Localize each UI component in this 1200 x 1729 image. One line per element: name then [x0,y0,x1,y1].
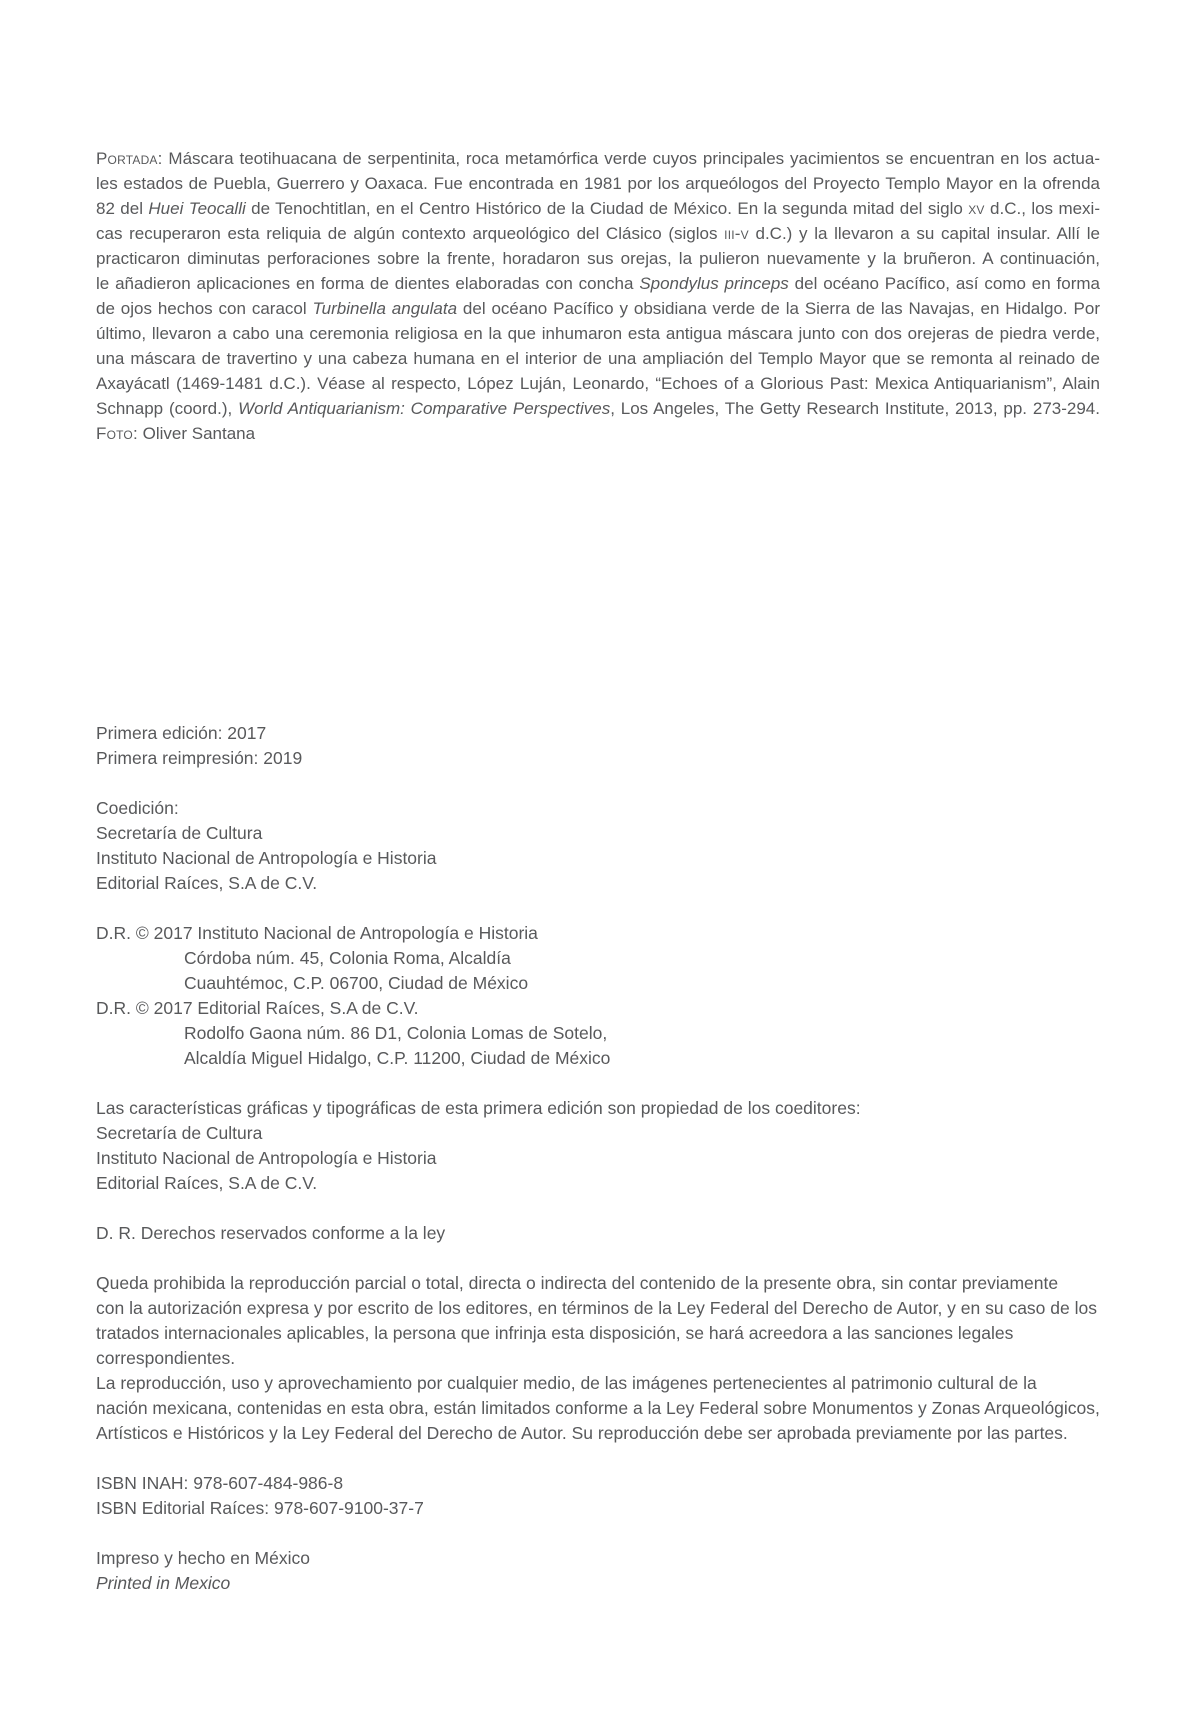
spacer [96,1196,1100,1221]
legal-prohibition-line: Queda prohibida la reproducción parcial o total, directa o indirecta del contenido de la presente obra, sin contar previamente [96,1273,1059,1293]
caption-line: una máscara de travertino y una cabeza humana en el interior de una ampliación del Templo Mayor que se remonta al reinado de [96,349,1100,368]
copyright-inah-holder: D.R. © 2017 Instituto Nacional de Antropología e Historia [96,923,538,943]
caption-line: Schnapp (coord.), World Antiquarianism: Comparative Perspectives, Los Angeles, The Getty Research Institute, 2013, pp. 273-294. [96,399,1100,418]
caption-line: practicaron diminutas perforaciones sobre la frente, horadaron sus orejas, la pulieron nuevamente y la bruñeron. A continuación, [96,249,1100,268]
printed-in-mexico-es: Impreso y hecho en México [96,1548,310,1568]
caption-line: Axayácatl (1469-1481 d.C.). Véase al respecto, López Luján, Leonardo, “Echoes of a Glorious Past: Mexica Antiquarianism”, Alain [96,374,1100,393]
legal-prohibition-line: tratados internacionales aplicables, la persona que infrinja esta disposición, se hará acreedora a las sanciones legales [96,1323,1014,1343]
caption-line: Portada: Máscara teotihuacana de serpentinita, roca metamórfica verde cuyos principales yacimientos se encuentran en los actua- [96,149,1100,168]
typography-owner: Secretaría de Cultura [96,1123,263,1143]
legal-images-line: nación mexicana, contenidas en esta obra, están limitados conforme a la Ley Federal sobre Monumentos y Zonas Arqueológicos, [96,1398,1100,1418]
caption-line: de ojos hechos con caracol Turbinella angulata del océano Pacífico y obsidiana verde de la Sierra de las Navajas, en Hidalgo. Por [96,299,1100,318]
edition-reprint: Primera reimpresión: 2019 [96,748,303,768]
isbn-inah: ISBN INAH: 978-607-484-986-8 [96,1473,344,1493]
spacer [96,1446,1100,1471]
coedition-publisher: Editorial Raíces, S.A de C.V. [96,873,318,893]
caption-line: les estados de Puebla, Guerrero y Oaxaca. Fue encontrada en 1981 por los arqueólogos del Proyecto Templo Mayor en la ofrenda [96,174,1100,193]
spacer [96,896,1100,921]
colophon [96,721,1100,1596]
edition-first: Primera edición: 2017 [96,723,267,743]
typography-owner: Instituto Nacional de Antropología e Historia [96,1148,437,1168]
legal-prohibition-line: con la autorización expresa y por escrito de los editores, en términos de la Ley Federal del Derecho de Autor, y en su caso de los [96,1298,1097,1318]
spacer [96,1246,1100,1271]
spacer [96,1071,1100,1096]
printed-in-mexico-en: Printed in Mexico [96,1573,231,1593]
coedition-heading: Coedición: [96,798,179,818]
copyright-raices-address: Alcaldía Miguel Hidalgo, C.P. 11200, Ciudad de México [184,1048,611,1068]
caption-line: cas recuperaron esta reliquia de algún contexto arqueológico del Clásico (siglos iii-v d.C.) y la llevaron a su capital insular. Allí le [96,224,1100,243]
photo-credit: Foto: Oliver Santana [96,424,256,443]
cover-photo-caption [96,146,1100,446]
copyright-raices-holder: D.R. © 2017 Editorial Raíces, S.A de C.V. [96,998,419,1018]
legal-prohibition-line: correspondientes. [96,1348,236,1368]
caption-line: 82 del Huei Teocalli de Tenochtitlan, en el Centro Histórico de la Ciudad de México. En la segunda mitad del siglo xv d.C., los mexi- [96,199,1100,218]
spacer [96,771,1100,796]
spacer [96,1521,1100,1546]
coedition-publisher: Instituto Nacional de Antropología e Historia [96,848,437,868]
copyright-inah-address: Cuauhtémoc, C.P. 06700, Ciudad de México [184,973,529,993]
typography-owner: Editorial Raíces, S.A de C.V. [96,1173,318,1193]
legal-images-line: Artísticos e Históricos y la Ley Federal del Derecho de Autor. Su reproducción debe ser aprobada previamente por las partes. [96,1423,1068,1443]
legal-images-line: La reproducción, uso y aprovechamiento por cualquier medio, de las imágenes pertenecientes al patrimonio cultural de la [96,1373,1037,1393]
caption-line: le añadieron aplicaciones en forma de dientes elaboradas con concha Spondylus princeps del océano Pacífico, así como en forma [96,274,1100,293]
copyright-inah-address: Córdoba núm. 45, Colonia Roma, Alcaldía [184,948,511,968]
isbn-raices: ISBN Editorial Raíces: 978-607-9100-37-7 [96,1498,424,1518]
typography-note-intro: Las características gráficas y tipográficas de esta primera edición son propiedad de los coeditores: [96,1098,861,1118]
reserved-rights-notice: D. R. Derechos reservados conforme a la ley [96,1223,446,1243]
copyright-raices-address: Rodolfo Gaona núm. 86 D1, Colonia Lomas de Sotelo, [184,1023,608,1043]
coedition-publisher: Secretaría de Cultura [96,823,263,843]
caption-line: último, llevaron a cabo una ceremonia religiosa en la que inhumaron esta antigua máscara junto con dos orejeras de piedra verde, [96,324,1100,343]
